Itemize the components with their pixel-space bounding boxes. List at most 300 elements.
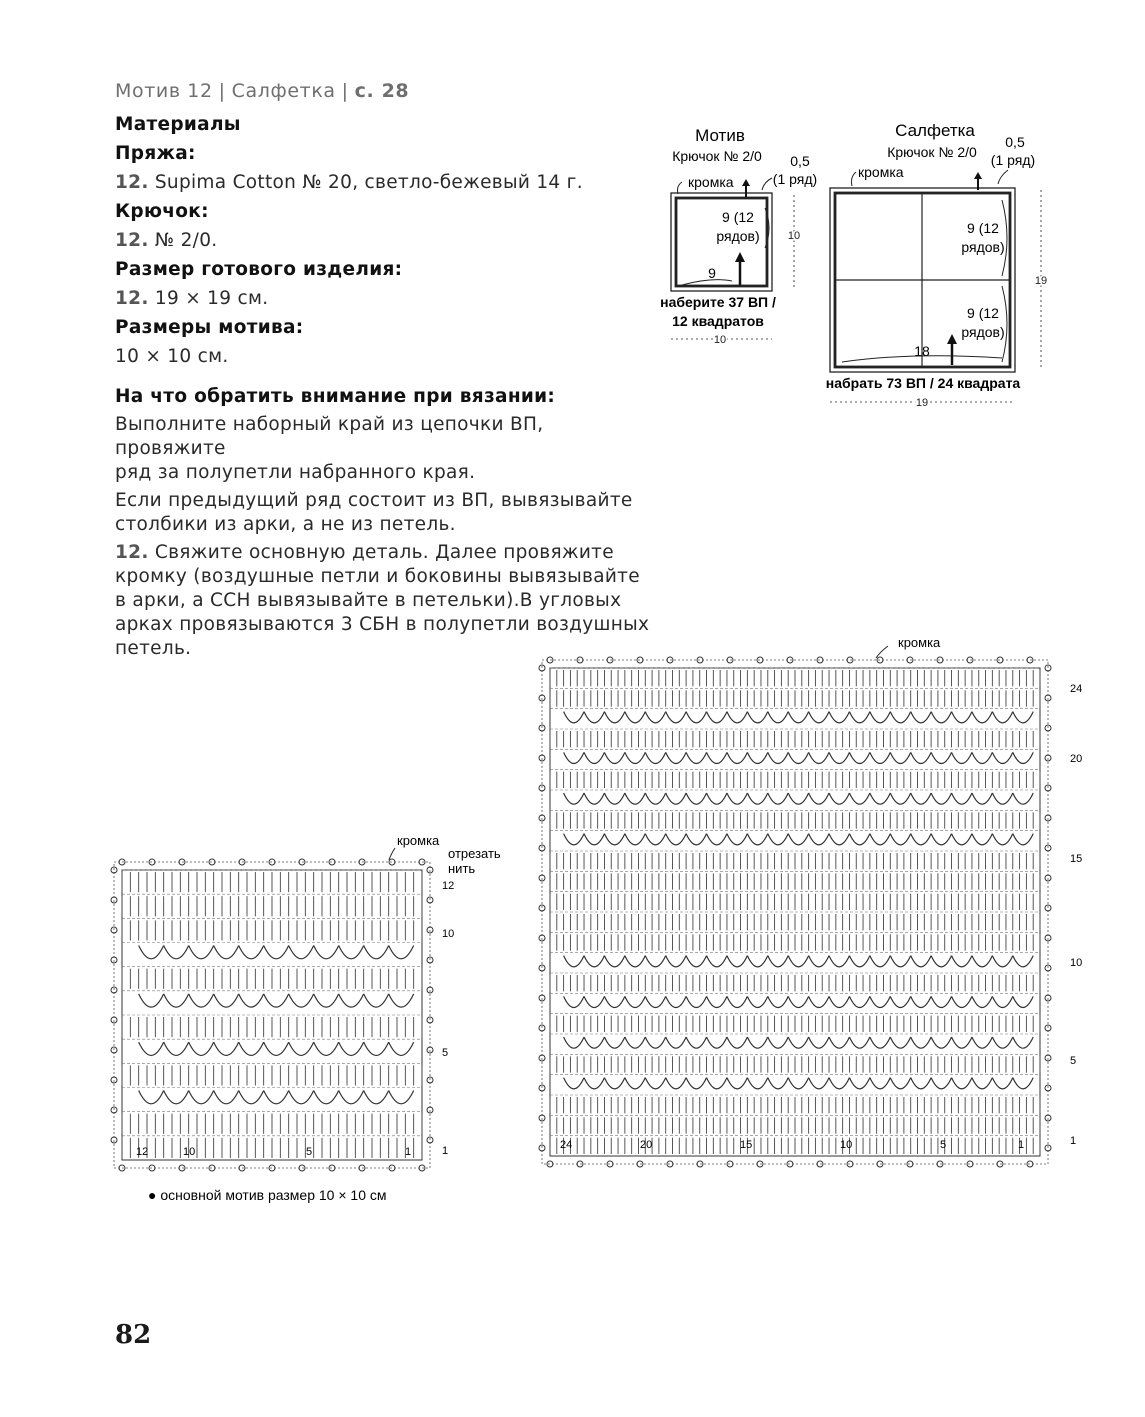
napkin-rows-top-a: 9 (12 <box>967 220 999 236</box>
arch-stitch <box>339 994 364 1007</box>
arch-stitch <box>289 994 314 1007</box>
arch-stitch <box>952 956 972 967</box>
arch-stitch <box>164 1091 189 1104</box>
arch-stitch <box>931 793 951 804</box>
materials-title: Материалы <box>115 114 241 135</box>
arch-stitch <box>972 712 992 723</box>
arch-stitch <box>604 1037 624 1048</box>
arch-stitch <box>972 956 992 967</box>
arch-stitch <box>809 956 829 967</box>
arch-stitch <box>890 1037 910 1048</box>
motif-title: Мотив <box>695 126 745 145</box>
arch-stitch <box>952 1037 972 1048</box>
napkin-rows-bottom-b: рядов) <box>961 324 1005 340</box>
motif-stitch-chart <box>100 825 510 1210</box>
notes-section <box>115 385 660 661</box>
note-line: кромку (воздушные петли и боковины вывязывайте <box>115 566 640 587</box>
arch-stitch <box>645 996 665 1007</box>
arch-stitch <box>829 1078 849 1089</box>
arch-stitch <box>727 752 747 763</box>
arch-stitch <box>849 1037 869 1048</box>
arch-stitch <box>164 1042 189 1055</box>
note-line: Выполните наборный край из цепочки ВП, провяжите <box>115 414 544 459</box>
arch-stitch <box>890 752 910 763</box>
arch-stitch <box>992 793 1012 804</box>
chart-edge-label: кромка <box>898 635 941 650</box>
arch-stitch <box>666 996 686 1007</box>
arch-stitch <box>768 996 788 1007</box>
arch-stitch <box>870 793 890 804</box>
arch-stitch <box>645 793 665 804</box>
arch-stitch <box>809 712 829 723</box>
arch-stitch <box>289 1042 314 1055</box>
arch-stitch <box>625 793 645 804</box>
napkin-rows-top-b: рядов) <box>961 239 1005 255</box>
arch-stitch <box>707 834 727 845</box>
arch-stitch <box>264 946 289 959</box>
arch-stitch <box>686 752 706 763</box>
arch-stitch <box>239 1091 264 1104</box>
arch-stitch <box>564 752 584 763</box>
arch-stitch <box>849 956 869 967</box>
arch-stitch <box>264 994 289 1007</box>
row-marker: 5 <box>1070 1055 1077 1067</box>
edge-pointer <box>998 170 1008 184</box>
yarn-number: 12. <box>115 172 149 193</box>
arch-stitch <box>788 996 808 1007</box>
note-text: Свяжите основную деталь. Далее провяжите <box>154 542 614 563</box>
arch-stitch <box>364 994 389 1007</box>
arch-stitch <box>645 956 665 967</box>
arch-stitch <box>849 996 869 1007</box>
arch-stitch <box>829 956 849 967</box>
arch-stitch <box>788 793 808 804</box>
arch-stitch <box>625 956 645 967</box>
arch-stitch <box>890 996 910 1007</box>
arch-stitch <box>645 752 665 763</box>
arch-stitch <box>972 793 992 804</box>
arch-stitch <box>768 1078 788 1089</box>
page-reference: с. 28 <box>354 80 410 102</box>
arch-stitch <box>972 752 992 763</box>
arch-stitch <box>686 1037 706 1048</box>
arch-stitch <box>870 1037 890 1048</box>
arch-stitch <box>911 752 931 763</box>
arch-stitch <box>214 994 239 1007</box>
arch-stitch <box>604 956 624 967</box>
arch-stitch <box>604 1078 624 1089</box>
arch-stitch <box>707 996 727 1007</box>
motif-total-width: 10 <box>713 334 727 346</box>
arrowhead <box>974 172 982 179</box>
arch-stitch <box>625 712 645 723</box>
cut-thread-label-2: нить <box>448 861 476 876</box>
arch-stitch <box>870 956 890 967</box>
col-marker: 5 <box>940 1139 947 1151</box>
col-marker: 1 <box>1018 1139 1025 1151</box>
arch-stitch <box>849 712 869 723</box>
arch-stitch <box>870 712 890 723</box>
cut-thread-label-1: отрезать <box>448 846 501 861</box>
chart-caption: ● основной мотив размер 10 × 10 см <box>148 1187 387 1203</box>
note-line: арках провязываются 3 СБН в полупетли воздушных <box>115 614 650 635</box>
arch-stitch <box>911 956 931 967</box>
row-marker: 20 <box>1070 753 1083 765</box>
arch-stitch <box>931 956 951 967</box>
arch-stitch <box>1013 996 1033 1007</box>
napkin-height: 19 <box>1034 275 1048 287</box>
motif-number: Мотив 12 <box>115 80 213 102</box>
napkin-stitch-chart <box>525 630 1100 1185</box>
hook-text: № 2/0. <box>154 230 218 251</box>
napkin-title: Салфетка <box>895 121 975 140</box>
arch-stitch <box>931 1037 951 1048</box>
arch-stitch <box>314 1091 339 1104</box>
row-marker: 24 <box>1070 683 1083 695</box>
arch-stitch <box>727 834 747 845</box>
arch-stitch <box>829 712 849 723</box>
arch-stitch <box>389 1091 414 1104</box>
note-paragraph <box>115 489 660 537</box>
arch-stitch <box>686 1078 706 1089</box>
arch-stitch <box>890 793 910 804</box>
arch-stitch <box>768 752 788 763</box>
arch-stitch <box>931 996 951 1007</box>
arch-stitch <box>164 946 189 959</box>
arch-stitch <box>707 712 727 723</box>
motif-rows-a: 9 (12 <box>722 209 754 225</box>
arch-stitch <box>972 834 992 845</box>
arch-stitch <box>890 712 910 723</box>
arch-stitch <box>584 1078 604 1089</box>
motif-height: 10 <box>787 230 801 242</box>
row-marker: 1 <box>442 1145 449 1157</box>
arch-stitch <box>625 752 645 763</box>
arch-stitch <box>747 793 767 804</box>
motif-hook: Крючок № 2/0 <box>672 148 762 164</box>
row-marker: 12 <box>442 880 455 892</box>
arch-stitch <box>727 712 747 723</box>
arch-stitch <box>314 994 339 1007</box>
hook-line <box>115 229 660 253</box>
note-paragraph <box>115 413 660 485</box>
stitch-grid <box>111 859 433 1171</box>
arch-stitch <box>911 996 931 1007</box>
arch-stitch <box>727 996 747 1007</box>
arrowhead <box>735 252 745 262</box>
motif-edge-size: 0,5 <box>790 153 810 169</box>
note-line <box>115 541 660 565</box>
napkin-hook: Крючок № 2/0 <box>887 144 977 160</box>
napkin-edge-size: 0,5 <box>1005 134 1025 150</box>
arch-stitch <box>707 793 727 804</box>
arch-stitch <box>829 1037 849 1048</box>
arch-stitch <box>604 712 624 723</box>
arch-stitch <box>339 1091 364 1104</box>
size-label: Размер готового изделия: <box>115 259 403 280</box>
arch-stitch <box>952 752 972 763</box>
arrowhead <box>742 179 750 186</box>
arch-stitch <box>952 712 972 723</box>
motif-size-text: 10 × 10 см. <box>115 346 229 367</box>
motif-cast-on-1: наберите 37 ВП / <box>660 294 776 310</box>
arch-stitch <box>645 834 665 845</box>
arch-stitch <box>829 793 849 804</box>
arch-stitch <box>564 996 584 1007</box>
col-marker: 24 <box>560 1139 573 1151</box>
arch-stitch <box>747 996 767 1007</box>
arch-stitch <box>364 946 389 959</box>
arch-stitch <box>870 752 890 763</box>
napkin-rows-bottom-a: 9 (12 <box>967 305 999 321</box>
arch-stitch <box>911 712 931 723</box>
arch-stitch <box>747 712 767 723</box>
arch-stitch <box>189 1091 214 1104</box>
arch-stitch <box>972 1078 992 1089</box>
size-line <box>115 287 660 311</box>
arch-stitch <box>214 946 239 959</box>
arch-stitch <box>1013 752 1033 763</box>
arch-stitch <box>747 1078 767 1089</box>
arch-stitch <box>686 956 706 967</box>
arch-stitch <box>584 996 604 1007</box>
item-name: Салфетка <box>231 80 336 102</box>
note-line: Если предыдущий ряд состоит из ВП, вывязывайте <box>115 490 633 511</box>
edge-pointer <box>678 182 683 194</box>
arch-stitch <box>604 996 624 1007</box>
page-header <box>115 80 409 102</box>
arch-stitch <box>829 996 849 1007</box>
arch-stitch <box>314 1042 339 1055</box>
arch-stitch <box>1013 712 1033 723</box>
arch-stitch <box>686 834 706 845</box>
row-marker: 15 <box>1070 853 1083 865</box>
motif-width: 9 <box>708 265 716 281</box>
size-text: 19 × 19 см. <box>154 288 269 309</box>
arch-stitch <box>707 1078 727 1089</box>
arch-stitch <box>849 793 869 804</box>
col-marker: 12 <box>136 1146 149 1158</box>
row-marker: 5 <box>442 1047 449 1059</box>
arch-stitch <box>239 994 264 1007</box>
arch-stitch <box>604 793 624 804</box>
arch-stitch <box>666 834 686 845</box>
rows-bracket <box>1002 200 1007 276</box>
arch-stitch <box>952 996 972 1007</box>
notes-title: На что обратить внимание при вязании: <box>115 386 556 407</box>
arch-stitch <box>931 834 951 845</box>
arch-stitch <box>289 1091 314 1104</box>
arch-stitch <box>686 712 706 723</box>
arch-stitch <box>890 956 910 967</box>
motif-edge-label: кромка <box>688 174 734 190</box>
col-marker: 15 <box>740 1139 753 1151</box>
arch-stitch <box>564 1037 584 1048</box>
arch-stitch <box>645 712 665 723</box>
arch-stitch <box>992 956 1012 967</box>
arch-stitch <box>911 1037 931 1048</box>
arch-stitch <box>389 946 414 959</box>
arch-stitch <box>389 1042 414 1055</box>
row-marker: 1 <box>1070 1135 1077 1147</box>
arch-stitch <box>364 1091 389 1104</box>
arch-stitch <box>645 1037 665 1048</box>
arch-stitch <box>189 994 214 1007</box>
arch-stitch <box>214 1091 239 1104</box>
note-line: в арки, а ССН вывязывайте в петельки).В угловых <box>115 590 622 611</box>
chart-edge-label: кромка <box>397 833 440 848</box>
page-number: 82 <box>115 1320 152 1350</box>
edge-pointer <box>389 848 395 860</box>
note-line: столбики из арки, а не из петель. <box>115 514 456 535</box>
arch-stitch <box>604 752 624 763</box>
motif-rows-b: рядов) <box>716 228 760 244</box>
arch-stitch <box>727 1037 747 1048</box>
motif-cast-on-2: 12 квадратов <box>672 313 764 329</box>
arch-stitch <box>768 793 788 804</box>
arch-stitch <box>625 1078 645 1089</box>
arch-stitch <box>768 1037 788 1048</box>
arch-stitch <box>564 956 584 967</box>
arch-stitch <box>164 994 189 1007</box>
arch-stitch <box>890 1078 910 1089</box>
arch-stitch <box>972 996 992 1007</box>
note-number: 12. <box>115 542 149 563</box>
arch-stitch <box>139 994 164 1007</box>
width-bracket <box>682 280 732 285</box>
hook-label: Крючок: <box>115 201 209 222</box>
arch-stitch <box>911 1078 931 1089</box>
arch-stitch <box>829 752 849 763</box>
edge-pointer <box>852 172 857 186</box>
arch-stitch <box>666 712 686 723</box>
row-marker: 10 <box>1070 957 1083 969</box>
napkin-edge-label: кромка <box>858 164 904 180</box>
arch-stitch <box>289 946 314 959</box>
arch-stitch <box>788 1037 808 1048</box>
row-marker: 10 <box>442 928 455 940</box>
arch-stitch <box>870 1078 890 1089</box>
arch-stitch <box>931 712 951 723</box>
arch-stitch <box>564 793 584 804</box>
arch-stitch <box>992 752 1012 763</box>
col-marker: 10 <box>840 1139 853 1151</box>
motif-size-label: Размеры мотива: <box>115 317 304 338</box>
arch-stitch <box>931 1078 951 1089</box>
arch-stitch <box>625 834 645 845</box>
arch-stitch <box>139 946 164 959</box>
arch-stitch <box>564 834 584 845</box>
size-number: 12. <box>115 288 149 309</box>
arch-stitch <box>788 1078 808 1089</box>
arch-stitch <box>625 996 645 1007</box>
arch-stitch <box>727 956 747 967</box>
arch-stitch <box>604 834 624 845</box>
arch-stitch <box>870 996 890 1007</box>
arch-stitch <box>564 1078 584 1089</box>
arch-stitch <box>189 1042 214 1055</box>
arch-stitch <box>788 834 808 845</box>
arch-stitch <box>564 712 584 723</box>
arch-stitch <box>584 793 604 804</box>
hook-number: 12. <box>115 230 149 251</box>
arch-stitch <box>992 712 1012 723</box>
arch-stitch <box>239 1042 264 1055</box>
arch-stitch <box>952 834 972 845</box>
arch-stitch <box>829 834 849 845</box>
arch-stitch <box>911 793 931 804</box>
arch-stitch <box>584 834 604 845</box>
col-marker: 10 <box>183 1146 196 1158</box>
col-marker: 20 <box>640 1139 653 1151</box>
note-line: ряд за полупетли набранного края. <box>115 462 476 483</box>
napkin-total-width: 19 <box>915 397 929 409</box>
arch-stitch <box>768 712 788 723</box>
arch-stitch <box>788 712 808 723</box>
arch-stitch <box>139 1042 164 1055</box>
arch-stitch <box>992 834 1012 845</box>
col-marker: 1 <box>405 1146 412 1158</box>
edge-pointer <box>876 646 888 658</box>
arrowhead <box>947 334 957 344</box>
arch-stitch <box>972 1037 992 1048</box>
arch-stitch <box>264 1042 289 1055</box>
header-separator: | <box>341 80 349 102</box>
arch-stitch <box>364 1042 389 1055</box>
note-line: петель. <box>115 638 192 659</box>
arch-stitch <box>239 946 264 959</box>
arch-stitch <box>952 1078 972 1089</box>
arch-stitch <box>809 1037 829 1048</box>
yarn-line <box>115 171 660 195</box>
arch-stitch <box>809 752 829 763</box>
arch-stitch <box>992 1037 1012 1048</box>
arch-stitch <box>931 752 951 763</box>
arch-stitch <box>768 956 788 967</box>
arch-stitch <box>339 1042 364 1055</box>
arch-stitch <box>1013 1078 1033 1089</box>
arch-stitch <box>849 1078 869 1089</box>
arch-stitch <box>747 956 767 967</box>
arch-stitch <box>666 752 686 763</box>
arch-stitch <box>139 1091 164 1104</box>
arch-stitch <box>264 1091 289 1104</box>
arch-stitch <box>911 834 931 845</box>
yarn-text: Supima Cotton № 20, светло-бежевый 14 г. <box>154 172 583 193</box>
arch-stitch <box>788 956 808 967</box>
arch-stitch <box>666 1037 686 1048</box>
arch-stitch <box>809 834 829 845</box>
edge-pointer <box>762 178 772 190</box>
yarn-label: Пряжа: <box>115 143 196 164</box>
napkin-cast-on: набрать 73 ВП / 24 квадрата <box>825 375 1021 391</box>
arch-stitch <box>992 1078 1012 1089</box>
napkin-width: 18 <box>914 343 930 359</box>
arch-stitch <box>768 834 788 845</box>
arch-stitch <box>625 1037 645 1048</box>
col-marker: 5 <box>306 1146 313 1158</box>
motif-schematic <box>650 118 830 358</box>
arch-stitch <box>666 793 686 804</box>
arch-stitch <box>809 1078 829 1089</box>
arch-stitch <box>1013 834 1033 845</box>
napkin-schematic <box>825 115 1060 415</box>
arch-stitch <box>890 834 910 845</box>
arch-stitch <box>686 996 706 1007</box>
materials-section <box>115 113 660 369</box>
arch-stitch <box>727 1078 747 1089</box>
arch-stitch <box>707 752 727 763</box>
